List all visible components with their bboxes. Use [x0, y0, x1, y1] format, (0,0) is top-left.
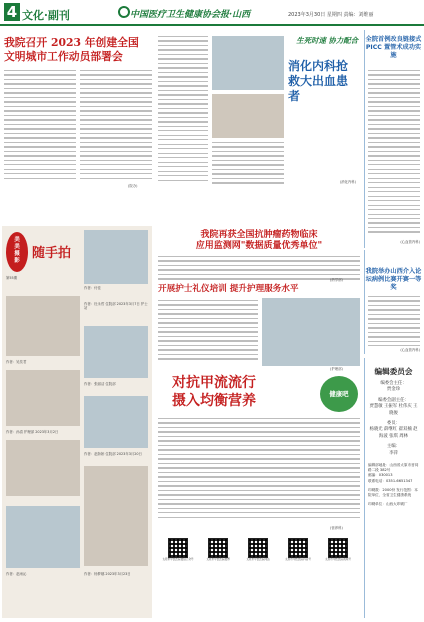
picc-body: [368, 70, 420, 238]
contest-body: [368, 296, 420, 346]
editorial-printer: 印刷单位：山西大印刷厂: [368, 502, 408, 507]
contest-byline: (心血管内科): [400, 347, 420, 352]
issue-date: 2023年3月30日 星期四 责编：刘维丽: [288, 12, 374, 18]
editorial-role-director: 编委会主任：: [380, 381, 407, 386]
suishou-caption-2: 作者：杜永哲 住院部 2023年3月7日 护士站: [84, 302, 148, 311]
lead-article-body-col2: [80, 70, 152, 185]
suishou-photo-6: [6, 440, 80, 496]
editorial-names-members: 杨晓光 薛继红 翟双楠 赵海波 张琪 周林: [369, 427, 418, 439]
suishou-caption-8: 作者：杨梦娜 2023年3月23日: [84, 572, 131, 576]
flu-title-line2: 摄入均衡营养: [172, 393, 256, 409]
editorial-role-deputy: 编委会副主任：: [378, 397, 409, 403]
editorial-print: 印刷数：2000份 发行范围：本院单位、全省卫生健康系统: [368, 487, 418, 498]
lead-byline: (院办): [128, 184, 138, 188]
editorial-role-members: 委员：: [386, 421, 401, 427]
editorial-names-deputy: 贾慧敏 王振军 杜伟庆 王晓俊: [369, 404, 418, 416]
qr-code-3[interactable]: [240, 538, 276, 561]
suishou-caption-5: 作者：孙清 护理部 2023年3月2日: [6, 430, 59, 434]
nursing-byline: (护理部): [330, 367, 343, 371]
suishou-label-badge: [6, 232, 28, 272]
editorial-board: [364, 358, 422, 618]
picc-byline: (心血管内科): [400, 239, 420, 244]
continued-article-body: [158, 36, 208, 186]
qr-code-2-label: 太原市中医医院微博: [206, 558, 230, 561]
flu-article-body: [158, 418, 360, 526]
gi-headline-main: 消化内科抢救大出血患者: [288, 59, 349, 103]
qr-code-1-icon: [168, 538, 188, 558]
contest-title: 我院举办山西介入论坛病例比赛开赛一等奖: [365, 268, 422, 291]
suishou-photo-1: [84, 230, 148, 284]
suishou-title: 随手拍: [32, 246, 72, 261]
qr-code-3-icon: [248, 538, 268, 558]
middle-article-title: [156, 230, 362, 252]
suishou-photo-4: [6, 370, 80, 426]
suishou-caption-4: 作者：张丽洁 住院部: [84, 382, 116, 386]
gi-headline-top: 生死时速 协力配合: [296, 36, 358, 45]
editorial-postcode: 邮编：030013: [368, 473, 393, 478]
qr-code-4[interactable]: [280, 538, 316, 561]
flu-title-line1: 对抗甲流流行: [172, 375, 256, 391]
suishou-caption-6: 作者：赵娇娇 住院部 2023年3月20日: [84, 452, 142, 456]
qr-code-4-label: 太原市中医医院抖音号: [285, 558, 311, 561]
qr-code-4-icon: [288, 538, 308, 558]
qr-code-3-label: 太原市中医医院网站: [246, 558, 270, 561]
middle-byline: (药学部): [330, 278, 343, 282]
qr-code-5-label: 太原市中医医院视频号: [325, 558, 351, 561]
qr-code-5-icon: [328, 538, 348, 558]
suishou-issue: 第55期: [6, 276, 18, 280]
right-sidebar: [364, 30, 422, 248]
suishou-section: [2, 226, 152, 618]
nursing-title: 开展护士礼仪培训 提升护理服务水平: [158, 284, 299, 294]
brand-logo-icon: [118, 6, 130, 18]
suishou-caption-1: 作者：付佳: [84, 286, 101, 290]
suishou-label-char-3: 摄: [14, 251, 20, 257]
suishou-photo-2: [6, 296, 80, 356]
health-bar-badge: 健康吧: [320, 376, 358, 412]
gi-byline: (消化内科): [339, 179, 356, 184]
suishou-photo-8: [84, 466, 148, 566]
picc-title: 全院首例改良链接式 PICC 置管术成功实施: [365, 36, 422, 59]
header-divider: [0, 24, 424, 26]
qr-code-2[interactable]: [200, 538, 236, 561]
suishou-label-char-1: 美: [14, 237, 20, 243]
editorial-names-editor: 李萍: [389, 450, 398, 456]
editorial-title: 编辑委员会: [374, 367, 413, 376]
lead-title-line1: 我院召开 2023 年创建全国: [4, 36, 139, 49]
editorial-names-director: 贾金珍: [386, 387, 401, 393]
qr-code-1[interactable]: [160, 538, 196, 561]
brand-title: 中国医疗卫生健康协会报·山西: [130, 10, 251, 20]
ward-photo-1: [212, 36, 284, 90]
section-name: 文化·副刊: [22, 9, 70, 22]
editorial-phone: 联系电话：0351-6651347: [368, 478, 413, 483]
middle-title-line1: 我院再获全国抗肿瘤药物临床: [200, 230, 318, 240]
qr-code-1-label: 太原市中医医院微信公众号: [162, 558, 194, 561]
nursing-training-photo: [262, 298, 360, 366]
right-sidebar-2: [364, 250, 422, 354]
suishou-caption-7: 作者：赵雨沁: [6, 572, 27, 576]
editorial-role-editor: 主编：: [386, 444, 401, 450]
qr-code-row: [158, 534, 362, 618]
gi-headline-block: [288, 36, 358, 186]
qr-code-2-icon: [208, 538, 228, 558]
suishou-photo-7: [6, 506, 80, 568]
suishou-photo-5: [84, 396, 148, 448]
ward-photo-2: [212, 94, 284, 138]
suishou-label-char-2: 美: [14, 244, 20, 250]
page-number: 4: [4, 3, 20, 21]
suishou-caption-3: 作者：吴奕君: [6, 360, 27, 364]
qr-code-5[interactable]: [320, 538, 356, 561]
suishou-label-char-4: 影: [14, 258, 20, 264]
lead-title-line2: 文明城市工作动员部署会: [4, 50, 123, 63]
suishou-photo-3: [84, 326, 148, 378]
gi-article-body: [212, 142, 284, 186]
lead-article-body-col1: [4, 70, 76, 185]
middle-title-line2: 应用监测网"数据质量优秀单位": [195, 241, 323, 251]
flu-byline: (营养科): [330, 526, 343, 530]
nursing-article-body: [158, 300, 258, 366]
lead-article-title: [4, 36, 154, 64]
editorial-address: 编辑部地址：山西省太原市晋祠路二段 382号: [368, 463, 419, 473]
